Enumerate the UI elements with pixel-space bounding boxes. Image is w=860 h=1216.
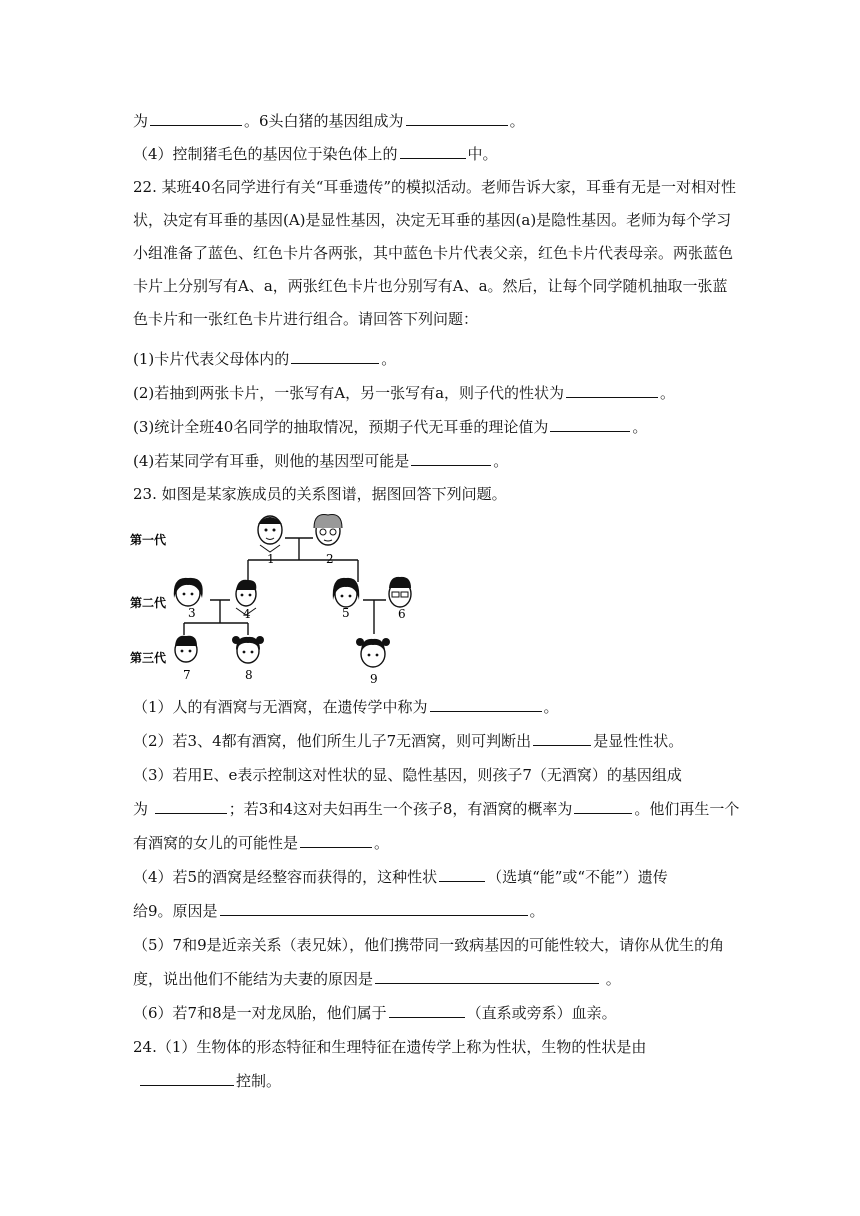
answer-blank[interactable]: [439, 866, 485, 882]
q22-sub-4: [133, 450, 508, 472]
answer-blank[interactable]: [389, 1002, 465, 1018]
person-3-icon: [174, 578, 203, 606]
answer-blank[interactable]: [155, 798, 227, 814]
text: 。: [374, 834, 390, 852]
answer-blank[interactable]: [291, 348, 379, 364]
person-2-icon: [314, 515, 342, 545]
q23-sub-4-line-2: [133, 900, 545, 922]
q22-line-2: 状，决定有耳垂的基因(A)是显性基因，决定无耳垂的基因(a)是隐性基因。老师为每个学习: [133, 211, 732, 229]
person-number: 6: [398, 607, 406, 621]
q22-sub-2: [133, 382, 675, 404]
text: 为: [133, 112, 149, 130]
person-number: 4: [243, 607, 251, 621]
answer-blank[interactable]: [550, 416, 630, 432]
q23-sub-3-line-3: [133, 832, 389, 854]
q22-line-4: 卡片上分别写有A、a，两张红色卡片也分别写有A、a。然后，让每个同学随机抽取一张蓝: [133, 277, 728, 295]
person-number: 8: [245, 668, 253, 682]
text: 度，说出他们不能结为夫妻的原因是: [133, 970, 374, 988]
person-number: 7: [183, 668, 191, 682]
text: 控制。: [236, 1072, 282, 1090]
text: 中。: [467, 145, 498, 163]
line-q4: [133, 143, 498, 165]
text: （6）若7和8是一对龙凤胎，他们属于: [133, 1004, 387, 1022]
person-9-icon: [356, 638, 390, 667]
answer-blank[interactable]: [220, 900, 528, 916]
person-number: 3: [188, 606, 196, 620]
q23-sub-2: [133, 730, 683, 752]
text: 为: [133, 800, 153, 818]
q22-line-5: 色卡片和一张红色卡片进行组合。请回答下列问题：: [133, 310, 479, 328]
text: 。: [543, 698, 559, 716]
text: 。: [529, 902, 545, 920]
answer-blank[interactable]: [406, 110, 508, 126]
generation-label: 第一代: [130, 533, 167, 547]
answer-blank[interactable]: [300, 832, 372, 848]
answer-blank[interactable]: [574, 798, 632, 814]
person-number: 2: [326, 552, 334, 566]
text: ；若3和4这对夫妇再生一个孩子8，有酒窝的概率为: [228, 800, 573, 818]
text: （选填“能”或“不能”）遗传: [487, 868, 668, 886]
text: （2）若3、4都有酒窝，他们所生儿子7无酒窝，则可判断出: [133, 732, 532, 750]
text: 。: [601, 970, 621, 988]
text: 。他们再生一个: [634, 800, 740, 818]
text: 给9。原因是: [133, 902, 218, 920]
text: 。: [509, 112, 525, 130]
person-5-icon: [333, 578, 359, 607]
text: （4）若5的酒窝是经整容而获得的，这种性状: [133, 868, 438, 886]
text: 。: [493, 452, 509, 470]
text: （直系或旁系）血亲。: [466, 1004, 617, 1022]
text: 是显性性状。: [593, 732, 684, 750]
text: （4）控制猪毛色的基因位于染色体上的: [133, 145, 398, 163]
q22-sub-3: [133, 416, 647, 438]
person-8-icon: [232, 636, 264, 663]
q23-sub-1: [133, 696, 559, 718]
family-pedigree-figure: [128, 510, 428, 685]
answer-blank[interactable]: [566, 382, 658, 398]
text: (1)卡片代表父母体内的: [133, 350, 290, 368]
answer-blank[interactable]: [533, 730, 591, 746]
answer-blank[interactable]: [400, 143, 466, 159]
text: 有酒窝的女儿的可能性是: [133, 834, 299, 852]
text: 。6头白猪的基因组成为: [244, 112, 404, 130]
answer-blank[interactable]: [150, 110, 242, 126]
q23-sub-3-line-1: （3）若用E、e表示控制这对性状的显、隐性基因，则孩子7（无酒窝）的基因组成: [133, 766, 682, 784]
answer-blank[interactable]: [411, 450, 491, 466]
q23-sub-3-line-2: [133, 798, 739, 820]
q22-line-1: 22. 某班40名同学进行有关“耳垂遗传”的模拟活动。老师告诉大家，耳垂有无是一对相对性: [133, 178, 737, 196]
q24-line-1: 24.（1）生物体的形态特征和生理特征在遗传学上称为性状，生物的性状是由: [133, 1038, 647, 1056]
text: (2)若抽到两张卡片，一张写有A，另一张写有a，则子代的性状为: [133, 384, 565, 402]
q23-sub-5-line-1: （5）7和9是近亲关系（表兄妹），他们携带同一致病基因的可能性较大，请你从优生的角: [133, 936, 725, 954]
person-6-icon: [389, 577, 411, 607]
q23-sub-5-line-2: [133, 968, 621, 990]
person-7-icon: [175, 636, 197, 662]
text: 。: [632, 418, 648, 436]
line-pig-genotype: [133, 110, 525, 132]
q23-intro: 23. 如图是某家族成员的关系图谱，据图回答下列问题。: [133, 485, 507, 503]
q23-sub-4-line-1: [133, 866, 668, 888]
person-number: 1: [267, 552, 275, 566]
text: (3)统计全班40名同学的抽取情况，预期子代无耳垂的理论值为: [133, 418, 549, 436]
person-1-icon: [258, 516, 282, 552]
text: 。: [381, 350, 397, 368]
answer-blank[interactable]: [140, 1070, 234, 1086]
answer-blank[interactable]: [375, 968, 599, 984]
q22-line-3: 小组准备了蓝色、红色卡片各两张，其中蓝色卡片代表父亲，红色卡片代表母亲。两张蓝色: [133, 244, 734, 262]
generation-label: 第三代: [130, 651, 167, 665]
text: （1）人的有酒窝与无酒窝，在遗传学中称为: [133, 698, 428, 716]
q23-sub-6: [133, 1002, 617, 1024]
person-number: 9: [370, 672, 378, 685]
person-number: 5: [342, 606, 350, 620]
q24-line-2: [138, 1070, 281, 1092]
generation-label: 第二代: [130, 596, 167, 610]
text: 。: [660, 384, 676, 402]
answer-blank[interactable]: [430, 696, 542, 712]
text: (4)若某同学有耳垂，则他的基因型可能是: [133, 452, 410, 470]
q22-sub-1: [133, 348, 396, 370]
